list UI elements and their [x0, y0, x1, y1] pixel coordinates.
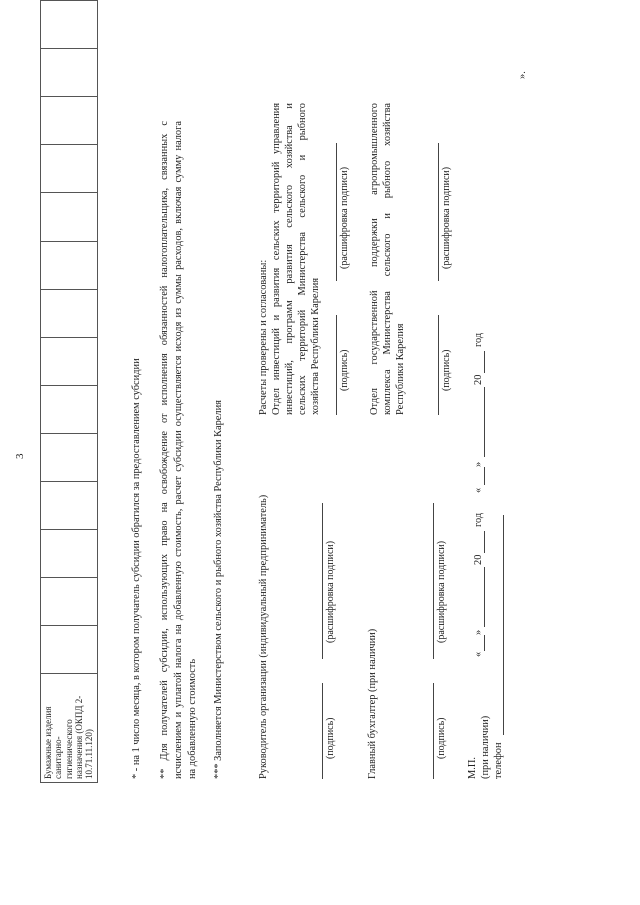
decode-caption: (расшифровка подписи)	[339, 166, 350, 269]
decode-caption: (расшифровка подписи)	[436, 540, 447, 643]
head-of-organization-label: Руководитель организации (индивидуальный предприниматель)	[258, 494, 269, 779]
table-cell	[41, 1, 98, 49]
table-row	[41, 1, 98, 783]
table-row-label: Бумажные изделия санитарно-гигиенического назначения (ОКПД 2- 10.71.11.120)	[41, 674, 98, 783]
signature-line	[322, 683, 323, 779]
table-cell	[41, 385, 98, 433]
year-line	[484, 531, 485, 553]
trailing-mark: ».	[517, 71, 528, 79]
table-cell	[41, 97, 98, 145]
date-month-line	[484, 387, 485, 457]
date-open-quote: «	[473, 651, 484, 657]
decode-caption: (расшифровка подписи)	[441, 166, 452, 269]
phone-label: телефон	[493, 742, 504, 779]
decode-caption: (расшифровка подписи)	[325, 540, 336, 643]
mp-note: (при наличии)	[480, 715, 491, 779]
date-close-quote: »	[473, 629, 484, 635]
table-cell	[41, 578, 98, 626]
chief-accountant-label: Главный бухгалтер (при наличии)	[367, 628, 378, 779]
signature-line	[438, 315, 439, 415]
department-1-line-2: инвестиций, программ развития сельского хозяйства и	[284, 103, 295, 415]
year-line	[484, 351, 485, 373]
date-open-quote: «	[473, 487, 484, 493]
signature-caption: (подпись)	[436, 717, 447, 759]
year-prefix: 20	[473, 554, 484, 565]
decode-line	[336, 143, 337, 281]
date-close-quote: »	[473, 461, 484, 467]
department-1-line-1: Отдел инвестиций и развития сельских территорий управления	[271, 103, 282, 415]
footnote-2-line-3: на добавленную стоимость	[187, 658, 198, 779]
decode-line	[433, 503, 434, 659]
date-day-line	[484, 635, 485, 651]
table-cell	[41, 337, 98, 385]
year-prefix: 20	[473, 374, 484, 385]
date-day-line	[484, 467, 485, 485]
mp-label: М.П.	[467, 757, 478, 779]
table-cell	[41, 145, 98, 193]
subsidy-table	[40, 0, 98, 783]
table-cell	[41, 481, 98, 529]
department-2-line-2: комплекса Министерства сельского и рыбного хозяйства	[382, 103, 393, 415]
year-suffix: год	[473, 512, 484, 527]
table-cell	[41, 193, 98, 241]
signature-line	[336, 315, 337, 415]
signature-line	[433, 683, 434, 779]
date-month-line	[484, 567, 485, 627]
table-cell	[41, 49, 98, 97]
signature-caption: (подпись)	[441, 349, 452, 391]
year-suffix: год	[473, 332, 484, 347]
table-cell	[41, 626, 98, 674]
department-1-line-3: сельских территорий Министерства сельского и рыбного	[297, 103, 308, 415]
footnote-2-line-1: ** Для получателей субсидии, использующих право на освобождение от исполнения обязанностей налогоплательщика, связанных с	[159, 121, 170, 779]
decode-line	[438, 143, 439, 281]
checked-heading: Расчеты проверены и согласованы:	[258, 259, 269, 415]
table-cell	[41, 433, 98, 481]
department-2-line-1: Отдел государственной поддержки агропромышленного	[369, 103, 380, 415]
decode-line	[322, 503, 323, 659]
table-cell	[41, 530, 98, 578]
footnote-2-line-2: исчислением и уплатой налога на добавленную стоимость, расчет субсидии осуществляется исходя из суммы расходов, включая сумму налога	[173, 121, 184, 779]
table-cell	[41, 241, 98, 289]
footnote-3: *** Заполняется Министерством сельского и рыбного хозяйства Республики Карелия	[213, 400, 224, 779]
department-1-line-4: хозяйства Республики Карелия	[310, 277, 321, 415]
department-2-line-3: Республики Карелия	[395, 323, 406, 415]
signature-caption: (подпись)	[325, 717, 336, 759]
table-cell	[41, 289, 98, 337]
phone-line	[503, 515, 504, 735]
signature-caption: (подпись)	[339, 349, 350, 391]
page-number: 3	[14, 453, 26, 459]
footnote-1: * - на 1 число месяца, в котором получатель субсидии обратился за предоставлением субсидии	[131, 358, 142, 779]
